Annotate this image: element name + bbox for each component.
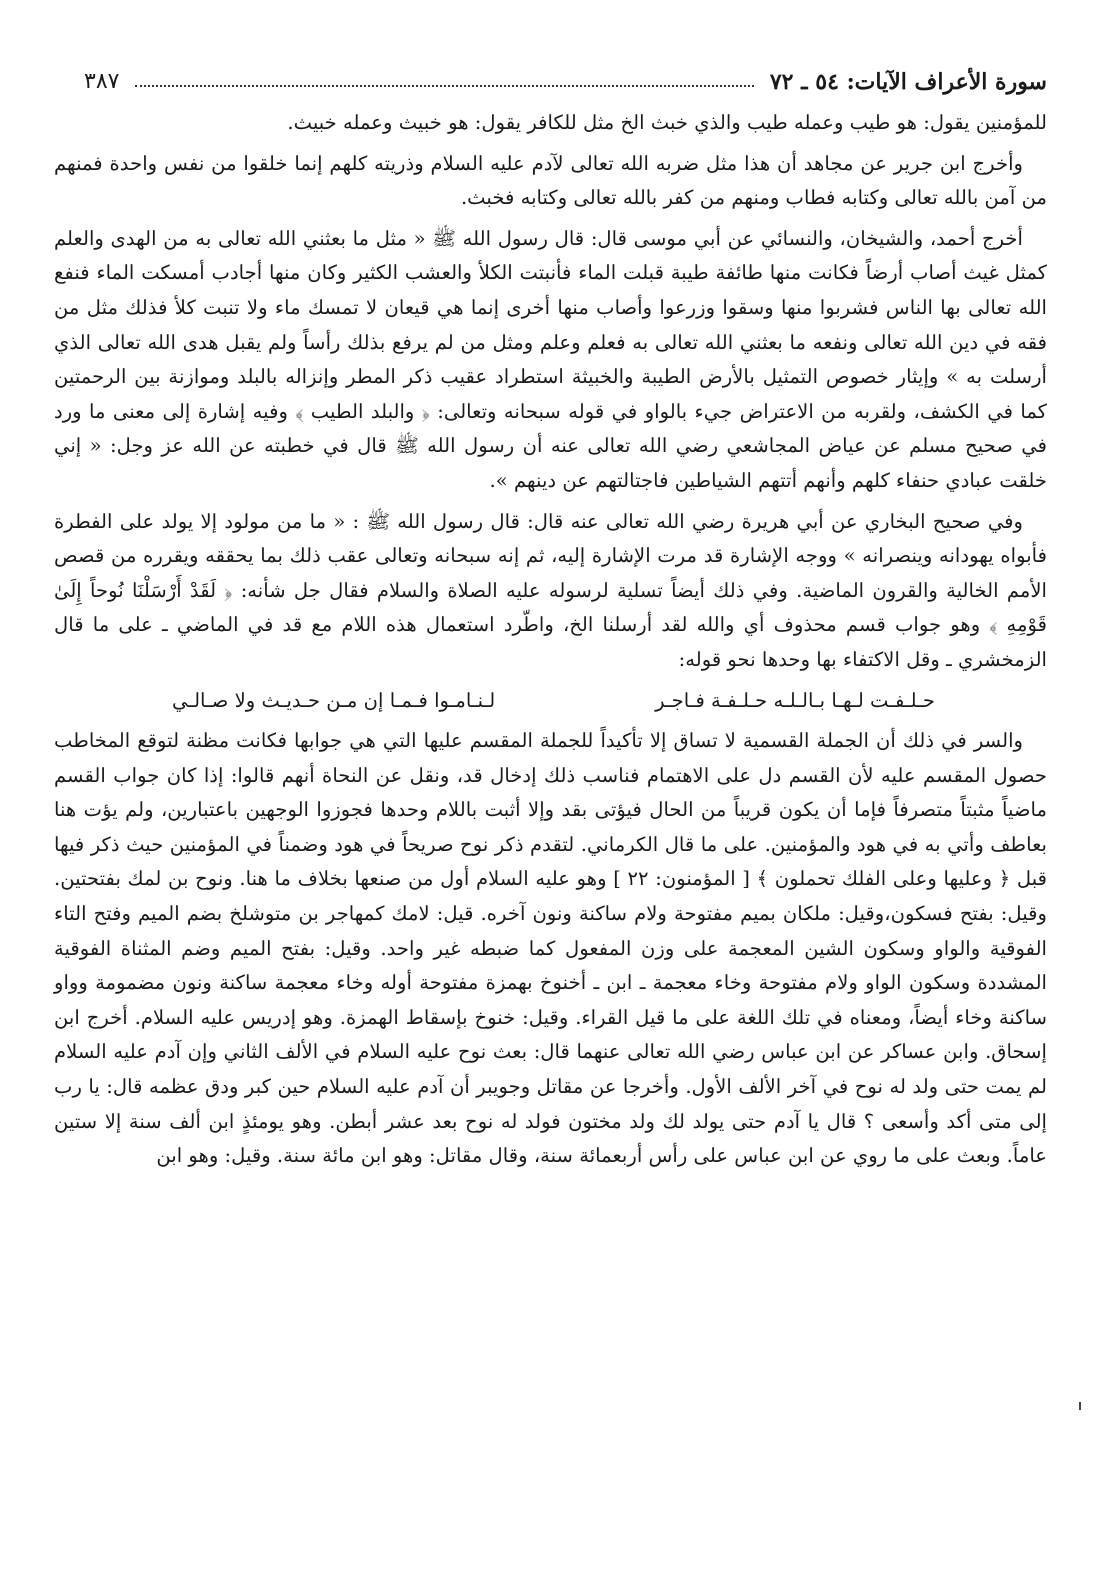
page-body — [54, 106, 1047, 1174]
page-number: ٣٨٧ — [84, 68, 120, 94]
paragraph: والسر في ذلك أن الجملة القسمية لا تساق إلا تأكيداً للجملة المقسم عليها التي هي جوابها فكانت مظنة لتوقع المخاطب حصول المقسم عليه لأن القسم دل على الاهتمام فناسب ذلك إدخال قد، ونقل عن النحاة أنهم قالوا: إذا كان جواب القسم ماضياً مثبتاً متصرفاً فإما أن يكون قريباً من الحال فيؤتى بقد وإلا أثبت باللام وحدها فجوزوا الوجهين باعتبارين، ولم يؤت هنا بعاطف وأتي به في هود والمؤمنين. على ما قال الكرماني. لتقدم ذكر نوح صريحاً في هود وضمناً في المؤمنين حيث ذكر فيها قبل ﴿ وعليها وعلى الفلك تحملون ﴾ [ المؤمنون: ٢٢ ] وهو عليه السلام أول من صنعها بخلاف ما هنا. ونوح بن لمك بفتحتين. وقيل: بفتح فسكون،وقيل: ملكان بميم مفتوحة ولام ساكنة ونون آخره. قيل: لامك كمهاجر بن متوشلخ بضم الميم وفتح التاء الفوقية والواو وسكون الشين المعجمة على وزن المفعول كما ضبطه غير واحد. وقيل: بفتح الميم وضم المثناة الفوقية المشددة وسكون الواو ولام مفتوحة وخاء معجمة ـ ابن ـ أخنوخ بهمزة مفتوحة أوله وخاء معجمة ساكنة ونون مضمومة وواو ساكنة وخاء أيضاً، ومعناه في تلك اللغة على ما قيل القراء. وقيل: خنوخ بإسقاط الهمزة. وهو إدريس عليه السلام. أخرج ابن إسحاق. وابن عساكر عن ابن عباس رضي الله تعالى عنهما قال: بعث نوح عليه السلام في الألف الثاني وإن آدم عليه السلام لم يمت حتى ولد له نوح في آخر الألف الأول. وأخرجا عن مقاتل وجويبر أن آدم عليه السلام حين كبر ودق عظمه قال: يا رب إلى متى أكد وأسعى ؟ قال يا آدم حتى يولد لك ولد مختون فولد له نوح بعد عشر أبطن. وهو يومئذٍ ابن ألف سنة إلا ستين عاماً. وبعث على ما روي عن ابن عباس على رأس أربعمائة سنة، وقال مقاتل: وهو ابن مائة سنة. وقيل: وهو ابن — [54, 729, 1047, 1168]
poetry-verse — [54, 684, 1047, 719]
header-dot-leader — [135, 84, 753, 87]
verse-second-hemistich: لـنـامـوا فـمـا إن مـن حـديـث ولا صـالـي — [172, 688, 496, 712]
paragraph: وفي صحيح البخاري عن أبي هريرة رضي الله تعالى عنه قال: قال رسول الله ﷺ : « ما من مولود إلا يولد على الفطرة فأبواه يهودانه وينصرانه » ووجه الإشارة قد مرت الإشارة إليه، ثم إنه سبحانه وتعالى عقب ذلك بما يحققه ويقرره من قصص الأمم الخالية والقرون الماضية. وفي ذلك أيضاً تسلية لرسوله عليه الصلاة والسلام فقال جل شأنه: ﴿ لَقَدْ أَرْسَلْنَا نُوحاً إِلَىٰ قَوْمِهِ ﴾ وهو جواب قسم محذوف أي والله لقد أرسلنا الخ، واطّرد استعمال هذه اللام مع قد في الماضي ـ على ما قال الزمخشري ـ وقل الاكتفاء بها وحدها نحو قوله: — [54, 509, 1047, 671]
paragraph: للمؤمنين يقول: هو طيب وعمله طيب والذي خبث الخ مثل للكافر يقول: هو خبيث وعمله خبيث. — [287, 111, 1047, 134]
running-header — [54, 58, 1047, 94]
margin-mark — [1079, 1402, 1081, 1410]
surah-title: سورة الأعراف الآيات: ٥٤ ـ ٧٢ — [769, 68, 1047, 95]
verse-first-hemistich: حـلـفـت لـهـا بـالـلـه حـلـفـة فـاجـر — [655, 688, 935, 712]
paragraph: وأخرج ابن جرير عن مجاهد أن هذا مثل ضربه الله تعالى لآدم عليه السلام وذريته كلهم إنما خلقوا من نفس واحدة فمنهم من آمن بالله تعالى وكتابه فطاب ومنهم من كفر بالله تعالى وكتابه فخبث. — [54, 151, 1047, 210]
paragraph: أخرج أحمد، والشيخان، والنسائي عن أبي موسى قال: قال رسول الله ﷺ « مثل ما بعثني الله تعالى به من الهدى والعلم كمثل غيث أصاب أرضاً فكانت منها طائفة طيبة قبلت الماء فأنبتت الكلأ والعشب الكثير وكان منها أجادب أمسكت الماء فنفع الله تعالى بها الناس فشربوا منها وسقوا وزرعوا وأصاب منها أخرى إنما هي قيعان لا تمسك ماء ولا تنبت كلأ فذلك مثل من فقه في دين الله تعالى ونفعه ما بعثني الله تعالى به فعلم وعلم ومثل من لم يرفع بذلك رأساً ولم يقبل هدى الله تعالى الذي أرسلت به » وإيثار خصوص التمثيل بالأرض الطيبة والخبيثة استطراد عقيب ذكر المطر وإنزاله بالبلد وموازنة بين الرحمتين كما في الكشف، ولقربه من الاعتراض جيء بالواو في قوله سبحانه وتعالى: ﴿ والبلد الطيب ﴾ وفيه إشارة إلى معنى ما ورد في صحيح مسلم عن عياض المجاشعي رضي الله تعالى عنه أن رسول الله ﷺ قال في خطبته عن الله عز وجل: « إني خلقت عبادي حنفاء كلهم وأنهم أتتهم الشياطين فاجتالتهم عن دينهم ». — [54, 226, 1047, 492]
